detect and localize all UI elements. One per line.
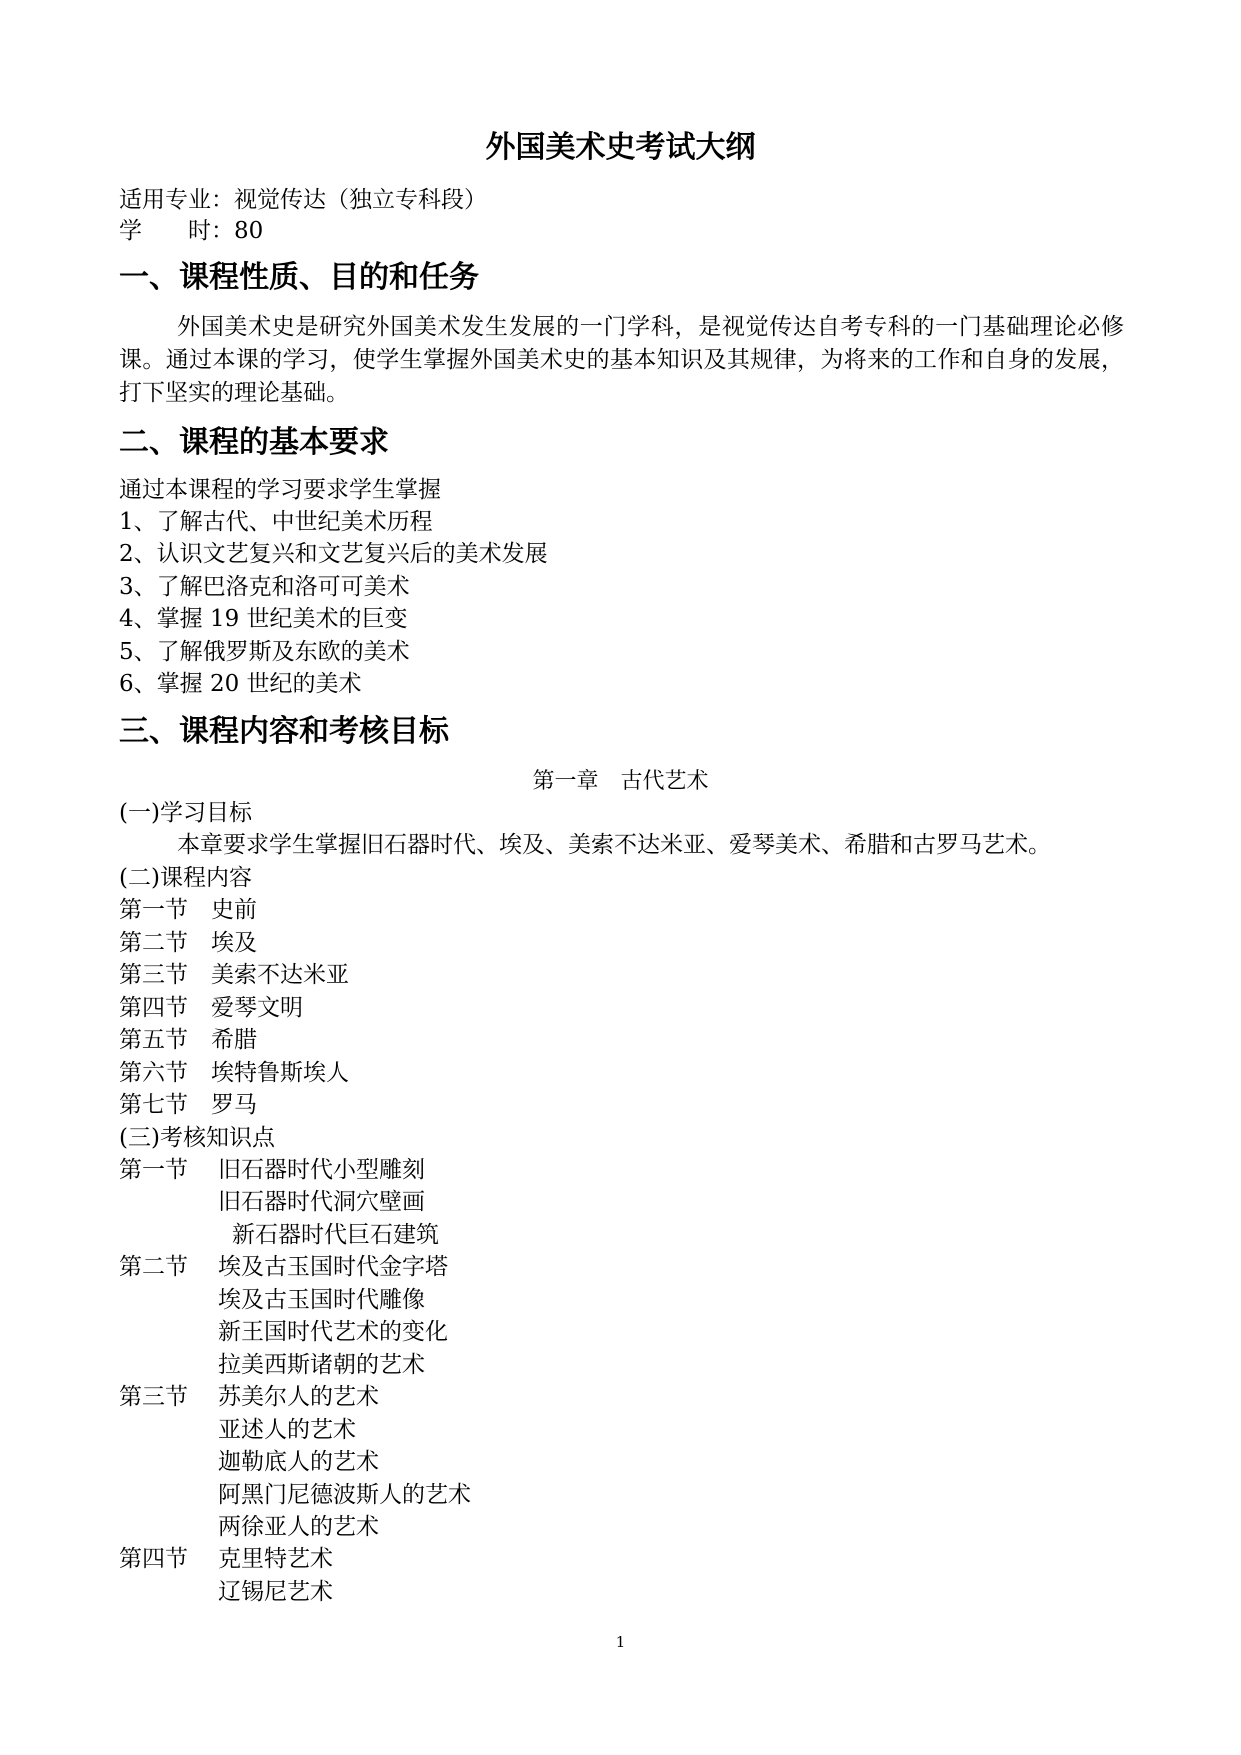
section2-heading: 二、课程的基本要求 [119,425,389,460]
section2-intro: 通过本课程的学习要求学生掌握 [119,477,441,503]
knowledge-point: 埃及古玉国时代雕像 [218,1287,425,1313]
hours-line: 学 时：80 [119,218,264,244]
knowledge-point: 亚述人的艺术 [218,1417,356,1443]
page-title: 外国美术史考试大纲 [485,130,756,165]
chapter-title: 第一章 古代艺术 [532,769,709,794]
points-label: (三)考核知识点 [119,1125,275,1151]
knowledge-point: 辽锡尼艺术 [218,1579,333,1605]
knowledge-point: 阿黑门尼德波斯人的艺术 [218,1482,471,1508]
knowledge-point: 新石器时代巨石建筑 [232,1222,439,1248]
points-section-label: 第四节 [119,1546,188,1572]
points-section-label: 第三节 [119,1384,188,1410]
content-item: 第四节 爱琴文明 [119,995,303,1021]
requirement-item: 3、了解巴洛克和洛可可美术 [119,574,410,600]
knowledge-point: 新王国时代艺术的变化 [218,1319,448,1345]
requirement-item: 5、了解俄罗斯及东欧的美术 [119,639,410,665]
knowledge-point: 旧石器时代小型雕刻 [218,1157,425,1183]
points-section-label: 第一节 [119,1157,188,1183]
knowledge-point: 克里特艺术 [218,1546,333,1572]
section3-heading: 三、课程内容和考核目标 [119,714,449,749]
content-label: (二)课程内容 [119,865,252,891]
goal-label: (一)学习目标 [119,800,252,826]
requirement-item: 1、了解古代、中世纪美术历程 [119,509,433,535]
page-number: 1 [615,1633,626,1651]
content-item: 第六节 埃特鲁斯埃人 [119,1060,349,1086]
content-item: 第五节 希腊 [119,1027,257,1053]
knowledge-point: 苏美尔人的艺术 [218,1384,379,1410]
knowledge-point: 迦勒底人的艺术 [218,1449,379,1475]
content-item: 第七节 罗马 [119,1092,257,1118]
major-line: 适用专业：视觉传达（独立专科段） [119,187,487,213]
content-item: 第二节 埃及 [119,930,257,956]
knowledge-point: 两徐亚人的艺术 [218,1514,379,1540]
requirement-item: 4、掌握 19 世纪美术的巨变 [119,606,408,632]
section1-heading: 一、课程性质、目的和任务 [119,260,479,295]
requirement-item: 2、认识文艺复兴和文艺复兴后的美术发展 [119,541,548,567]
knowledge-point: 埃及古玉国时代金字塔 [218,1254,448,1280]
knowledge-point: 旧石器时代洞穴壁画 [218,1189,425,1215]
points-section-label: 第二节 [119,1254,188,1280]
goal-text: 本章要求学生掌握旧石器时代、埃及、美索不达米亚、爱琴美术、希腊和古罗马艺术。 [177,832,1051,858]
knowledge-point: 拉美西斯诸朝的艺术 [218,1352,425,1378]
content-item: 第一节 史前 [119,897,257,923]
section1-body: 外国美术史是研究外国美术发生发展的一门学科，是视觉传达自考专科的一门基础理论必修课。通过本课的学习，使学生掌握外国美术史的基本知识及其规律，为将来的工作和自身的发展，打下坚实的理论基础。 [119,314,1124,406]
content-item: 第三节 美索不达米亚 [119,962,349,988]
requirement-item: 6、掌握 20 世纪的美术 [119,671,362,697]
